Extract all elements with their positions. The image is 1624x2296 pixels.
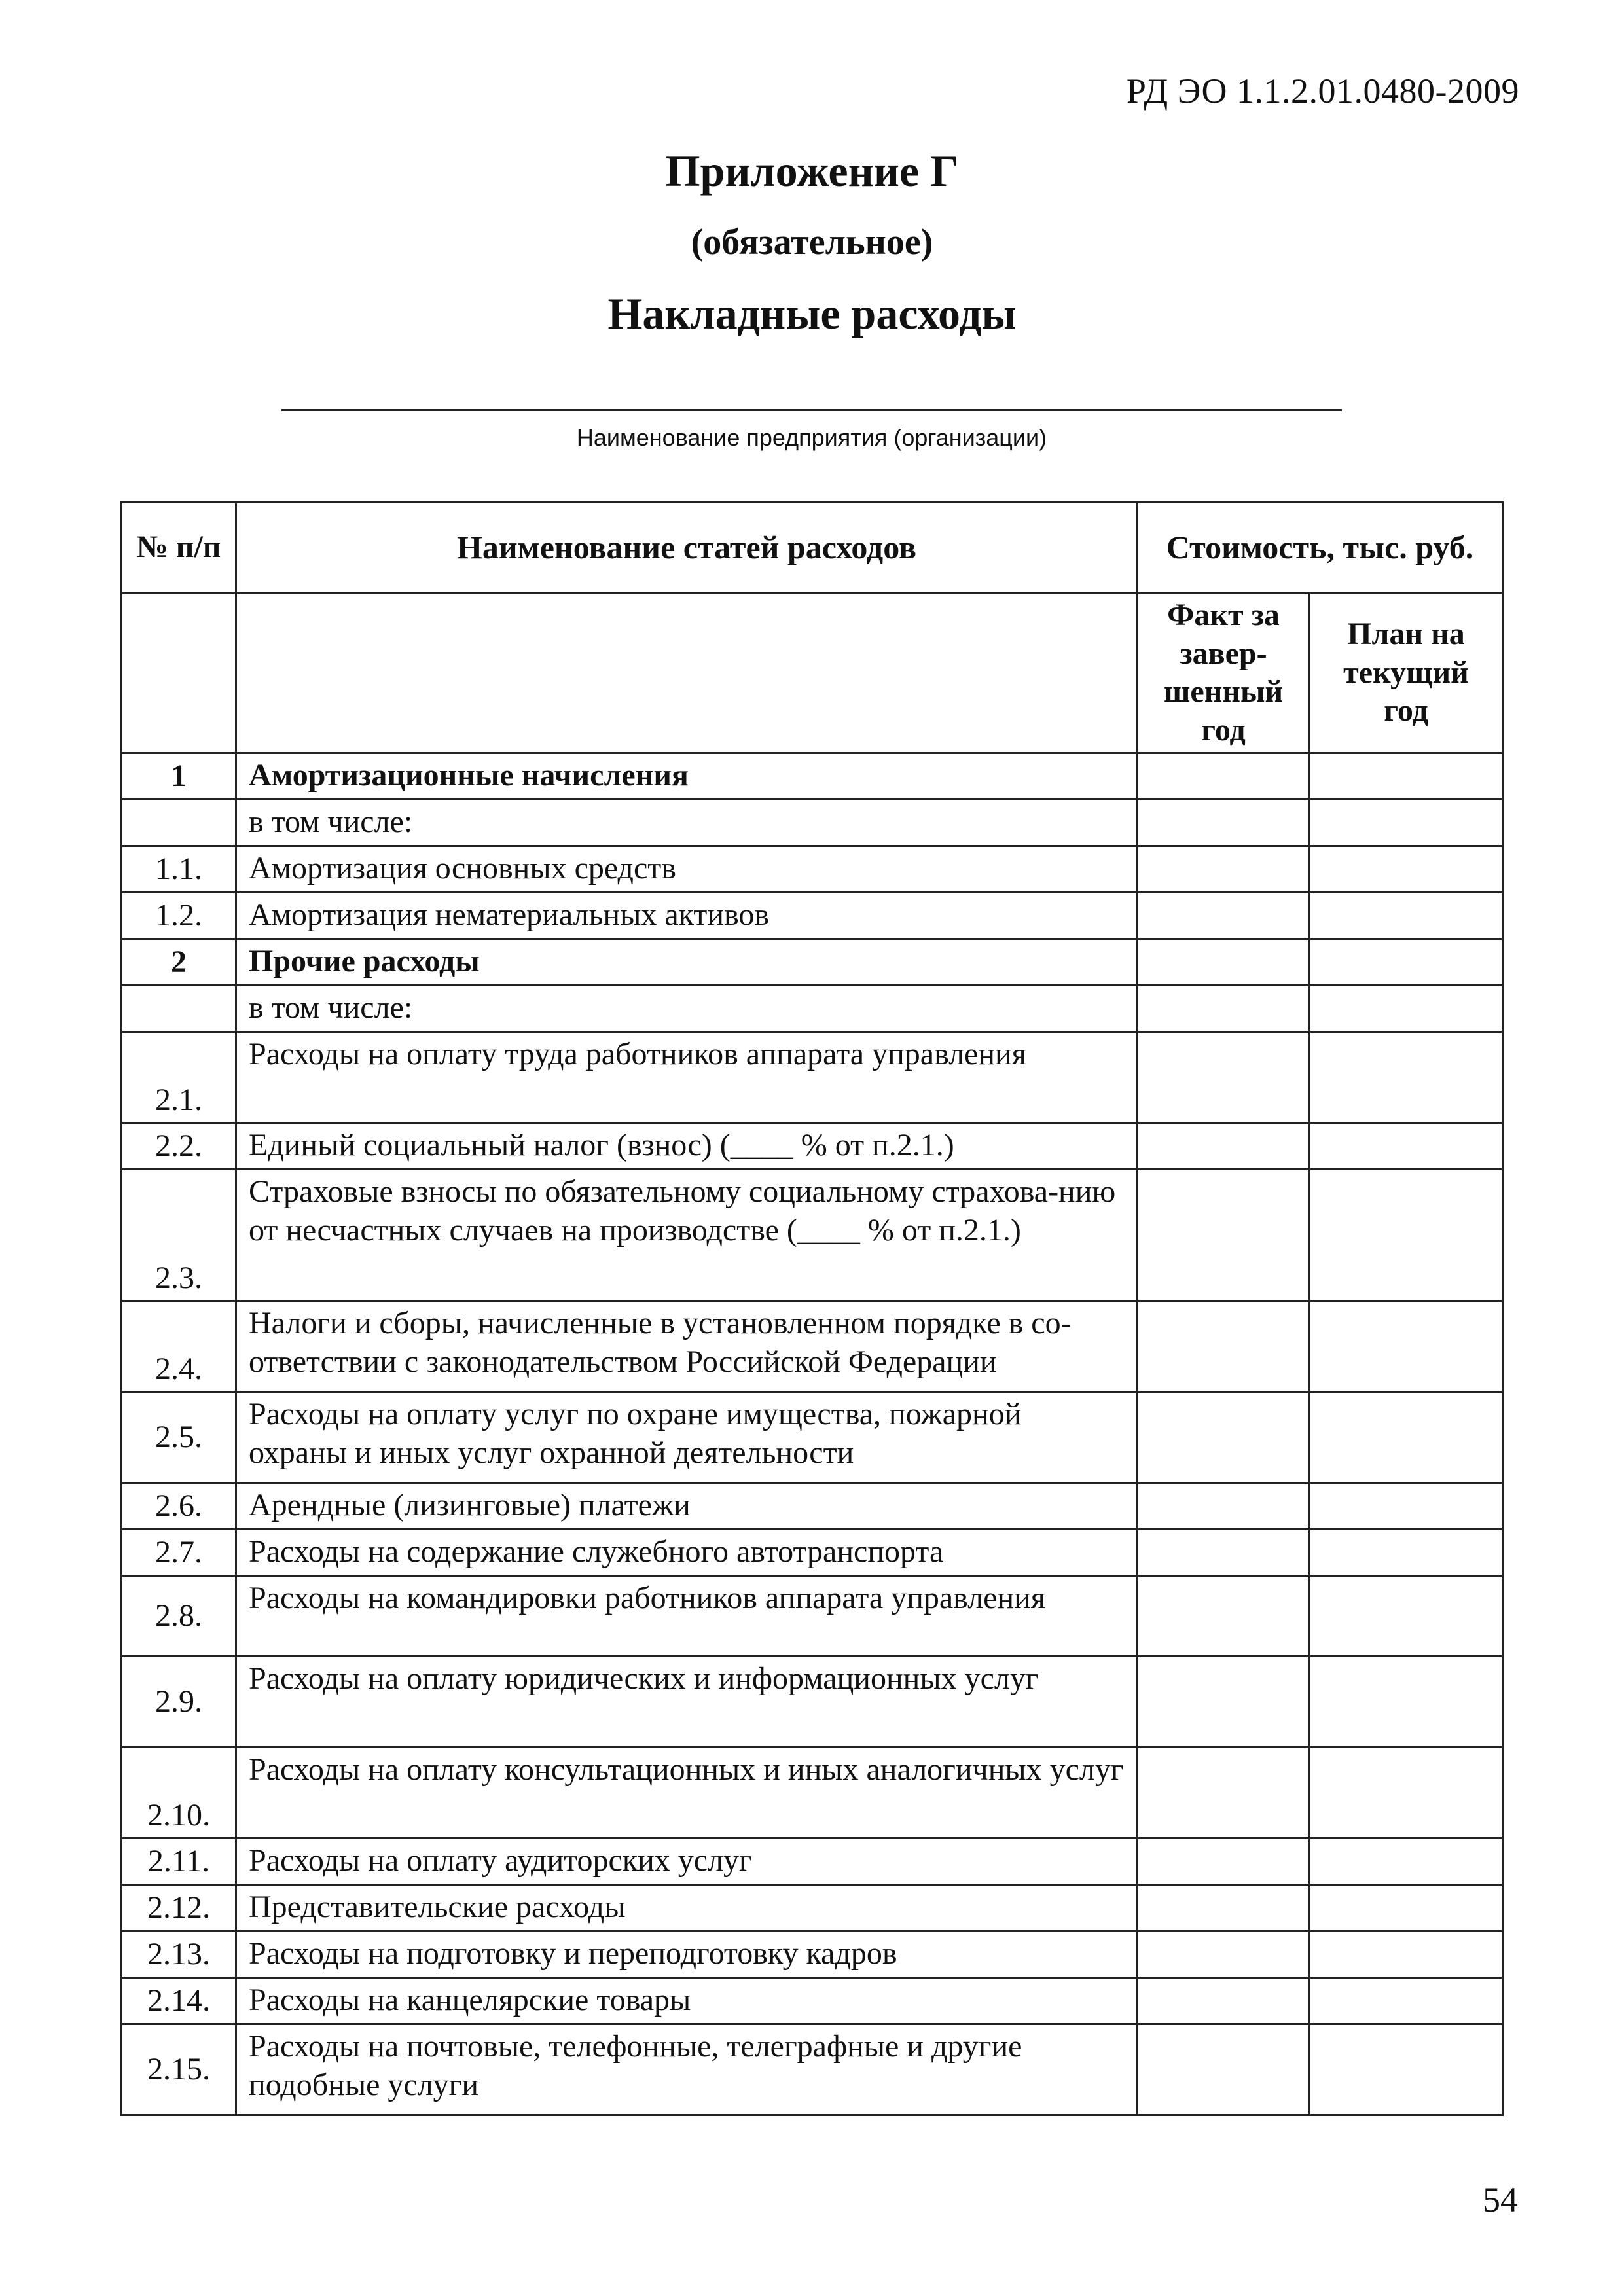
- row-plan-cell[interactable]: [1310, 986, 1503, 1032]
- row-num: 2.9.: [122, 1657, 236, 1748]
- row-plan-cell[interactable]: [1310, 753, 1503, 800]
- header-name-blank: [236, 593, 1138, 753]
- row-plan-cell[interactable]: [1310, 2024, 1503, 2115]
- table-row: [122, 1032, 1503, 1123]
- row-name: Амортизация основных средств: [236, 846, 1138, 893]
- row-plan-cell[interactable]: [1310, 1839, 1503, 1885]
- header-name: Наименование статей расходов: [236, 503, 1138, 593]
- row-plan-cell[interactable]: [1310, 1931, 1503, 1978]
- row-num: 2.4.: [122, 1301, 236, 1392]
- table-row: [122, 1530, 1503, 1576]
- row-fact-cell[interactable]: [1138, 1032, 1310, 1123]
- row-fact-cell[interactable]: [1138, 1576, 1310, 1657]
- row-name: Амортизационные начисления: [236, 753, 1138, 800]
- row-name: Прочие расходы: [236, 939, 1138, 986]
- row-fact-cell[interactable]: [1138, 1392, 1310, 1483]
- row-name: Расходы на оплату аудиторских услуг: [236, 1839, 1138, 1885]
- row-plan-cell[interactable]: [1310, 1885, 1503, 1931]
- row-plan-cell[interactable]: [1310, 893, 1503, 939]
- row-name: Единый социальный налог (взнос) (____ % от п.2.1.): [236, 1123, 1138, 1170]
- row-fact-cell[interactable]: [1138, 939, 1310, 986]
- table-row: [122, 753, 1503, 800]
- row-name: Представительские расходы: [236, 1885, 1138, 1931]
- row-num: 2.1.: [122, 1032, 236, 1123]
- row-name: Амортизация нематериальных активов: [236, 893, 1138, 939]
- table-row: [122, 1392, 1503, 1483]
- row-num: 2.12.: [122, 1885, 236, 1931]
- row-num: 1.2.: [122, 893, 236, 939]
- table-row: [122, 1123, 1503, 1170]
- row-num: 1.1.: [122, 846, 236, 893]
- table-row: [122, 1483, 1503, 1530]
- row-fact-cell[interactable]: [1138, 893, 1310, 939]
- row-num: 2.15.: [122, 2024, 236, 2115]
- table-row: [122, 939, 1503, 986]
- table-row: [122, 1931, 1503, 1978]
- row-plan-cell[interactable]: [1310, 1170, 1503, 1301]
- table-row: [122, 1301, 1503, 1392]
- row-num: 2.14.: [122, 1978, 236, 2024]
- table-row: [122, 1170, 1503, 1301]
- row-plan-cell[interactable]: [1310, 1576, 1503, 1657]
- row-num: 2.13.: [122, 1931, 236, 1978]
- row-num: 2.10.: [122, 1748, 236, 1839]
- row-name: в том числе:: [236, 986, 1138, 1032]
- row-plan-cell[interactable]: [1310, 846, 1503, 893]
- row-fact-cell[interactable]: [1138, 986, 1310, 1032]
- row-fact-cell[interactable]: [1138, 1931, 1310, 1978]
- row-fact-cell[interactable]: [1138, 2024, 1310, 2115]
- row-plan-cell[interactable]: [1310, 1748, 1503, 1839]
- row-fact-cell[interactable]: [1138, 1123, 1310, 1170]
- table-row: [122, 800, 1503, 846]
- overhead-costs-table: [120, 501, 1504, 2116]
- row-num: 2.6.: [122, 1483, 236, 1530]
- row-fact-cell[interactable]: [1138, 1483, 1310, 1530]
- page-number: 54: [1483, 2180, 1518, 2219]
- table-row: [122, 1885, 1503, 1931]
- row-fact-cell[interactable]: [1138, 1530, 1310, 1576]
- table-row: [122, 2024, 1503, 2115]
- row-plan-cell[interactable]: [1310, 1483, 1503, 1530]
- row-plan-cell[interactable]: [1310, 1392, 1503, 1483]
- row-fact-cell[interactable]: [1138, 1657, 1310, 1748]
- row-name: Расходы на подготовку и переподготовку кадров: [236, 1931, 1138, 1978]
- appendix-subject: Накладные расходы: [607, 289, 1017, 338]
- row-plan-cell[interactable]: [1310, 939, 1503, 986]
- row-name: Расходы на оплату юридических и информационных услуг: [236, 1657, 1138, 1748]
- row-name: Расходы на оплату услуг по охране имущества, пожарной охраны и иных услуг охранной деятельности: [236, 1392, 1138, 1483]
- row-name: Страховые взносы по обязательному социальному страхова-нию от несчастных случаев на производстве (____ % от п.2.1.): [236, 1170, 1138, 1301]
- row-num: 2.5.: [122, 1392, 236, 1483]
- row-name: Налоги и сборы, начисленные в установленном порядке в со-ответствии с законодательством Российской Федерации: [236, 1301, 1138, 1392]
- row-num: 2.7.: [122, 1530, 236, 1576]
- row-name: Расходы на канцелярские товары: [236, 1978, 1138, 2024]
- row-plan-cell[interactable]: [1310, 800, 1503, 846]
- row-num: 2.3.: [122, 1170, 236, 1301]
- organization-name-caption: Наименование предприятия (организации): [576, 424, 1047, 451]
- table-row: [122, 1839, 1503, 1885]
- header-num: № п/п: [122, 503, 236, 593]
- row-name: Арендные (лизинговые) платежи: [236, 1483, 1138, 1530]
- row-fact-cell[interactable]: [1138, 800, 1310, 846]
- table-row: [122, 1748, 1503, 1839]
- table-row: [122, 986, 1503, 1032]
- row-plan-cell[interactable]: [1310, 1530, 1503, 1576]
- row-num: 2.11.: [122, 1839, 236, 1885]
- table-row: [122, 1978, 1503, 2024]
- table-row: [122, 1576, 1503, 1657]
- row-plan-cell[interactable]: [1310, 1657, 1503, 1748]
- row-num: 2.8.: [122, 1576, 236, 1657]
- row-name: Расходы на командировки работников аппарата управления: [236, 1576, 1138, 1657]
- row-fact-cell[interactable]: [1138, 1978, 1310, 2024]
- row-num: [122, 800, 236, 846]
- row-plan-cell[interactable]: [1310, 1123, 1503, 1170]
- row-plan-cell[interactable]: [1310, 1978, 1503, 2024]
- row-name: Расходы на почтовые, телефонные, телеграфные и другие подобные услуги: [236, 2024, 1138, 2115]
- row-fact-cell[interactable]: [1138, 1839, 1310, 1885]
- row-name: Расходы на оплату труда работников аппарата управления: [236, 1032, 1138, 1123]
- header-cost: Стоимость, тыс. руб.: [1138, 503, 1503, 593]
- organization-name-line: [281, 409, 1342, 411]
- row-fact-cell[interactable]: [1138, 1748, 1310, 1839]
- row-fact-cell[interactable]: [1138, 1301, 1310, 1392]
- row-num: 2: [122, 939, 236, 986]
- table-row: [122, 1657, 1503, 1748]
- appendix-title: Приложение Г: [665, 146, 959, 196]
- header-plan: План на текущий год: [1310, 593, 1503, 753]
- row-num: [122, 986, 236, 1032]
- document-code: РД ЭО 1.1.2.01.0480-2009: [1126, 71, 1519, 111]
- row-fact-cell[interactable]: [1138, 1885, 1310, 1931]
- header-fact: Факт за завер-шенный год: [1138, 593, 1310, 753]
- row-num: 1: [122, 753, 236, 800]
- row-fact-cell[interactable]: [1138, 1170, 1310, 1301]
- row-name: Расходы на содержание служебного автотранспорта: [236, 1530, 1138, 1576]
- row-fact-cell[interactable]: [1138, 846, 1310, 893]
- appendix-type: (обязательное): [691, 222, 933, 262]
- header-num-blank: [122, 593, 236, 753]
- table-row: [122, 846, 1503, 893]
- table-row: [122, 893, 1503, 939]
- row-plan-cell[interactable]: [1310, 1032, 1503, 1123]
- row-num: 2.2.: [122, 1123, 236, 1170]
- row-name: в том числе:: [236, 800, 1138, 846]
- row-plan-cell[interactable]: [1310, 1301, 1503, 1392]
- row-name: Расходы на оплату консультационных и иных аналогичных услуг: [236, 1748, 1138, 1839]
- row-fact-cell[interactable]: [1138, 753, 1310, 800]
